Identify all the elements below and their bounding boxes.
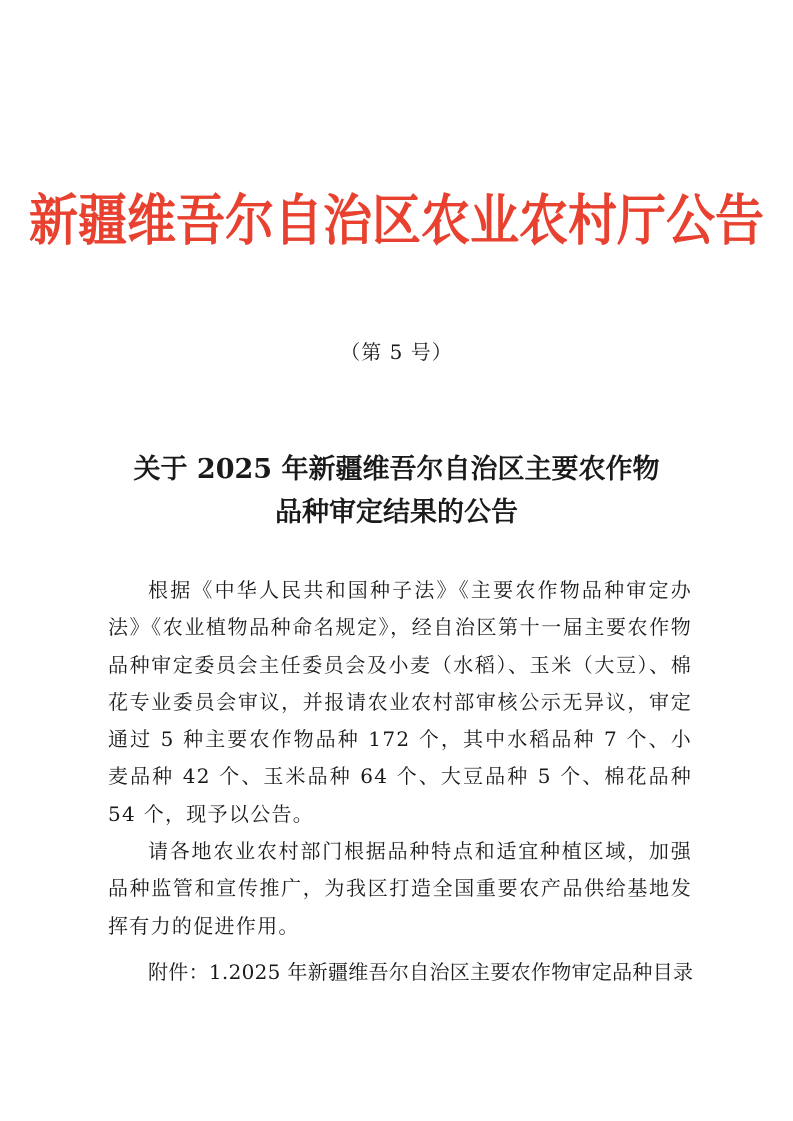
attachment-line: 附件：1.2025 年新疆维吾尔自治区主要农作物审定品种目录	[148, 960, 694, 984]
header-title: 新疆维吾尔自治区农业农村厅公告	[28, 189, 764, 253]
document-title-line-1: 关于 2025 年新疆维吾尔自治区主要农作物	[133, 454, 660, 485]
body-paragraph-1: 根据《中华人民共和国种子法》《主要农作物品种审定办法》《农业植物品种命名规定》，经自治区第十一届主要农作物品种审定委员会主任委员会及小麦（水稻）、玉米（大豆）、棉花专业委员会审议，并报请农业农村部审核公示无异议，审定通过 5 种主要农作物品种 172 个，其中水稻品种 7 个、小麦品种 42 个、玉米品种 64 个、大豆品种 5 个、棉花品种 54 个，现予以公告。	[108, 578, 692, 826]
body-paragraph-2: 请各地农业农村部门根据品种特点和适宜种植区域，加强品种监管和宣传推广，为我区打造全国重要农产品供给基地发挥有力的促进作用。	[108, 839, 692, 938]
document-title-line-2: 品种审定结果的公告	[275, 497, 518, 528]
document-number: （第 5 号）	[340, 340, 453, 364]
document-body	[108, 572, 692, 945]
document-title	[0, 448, 793, 534]
